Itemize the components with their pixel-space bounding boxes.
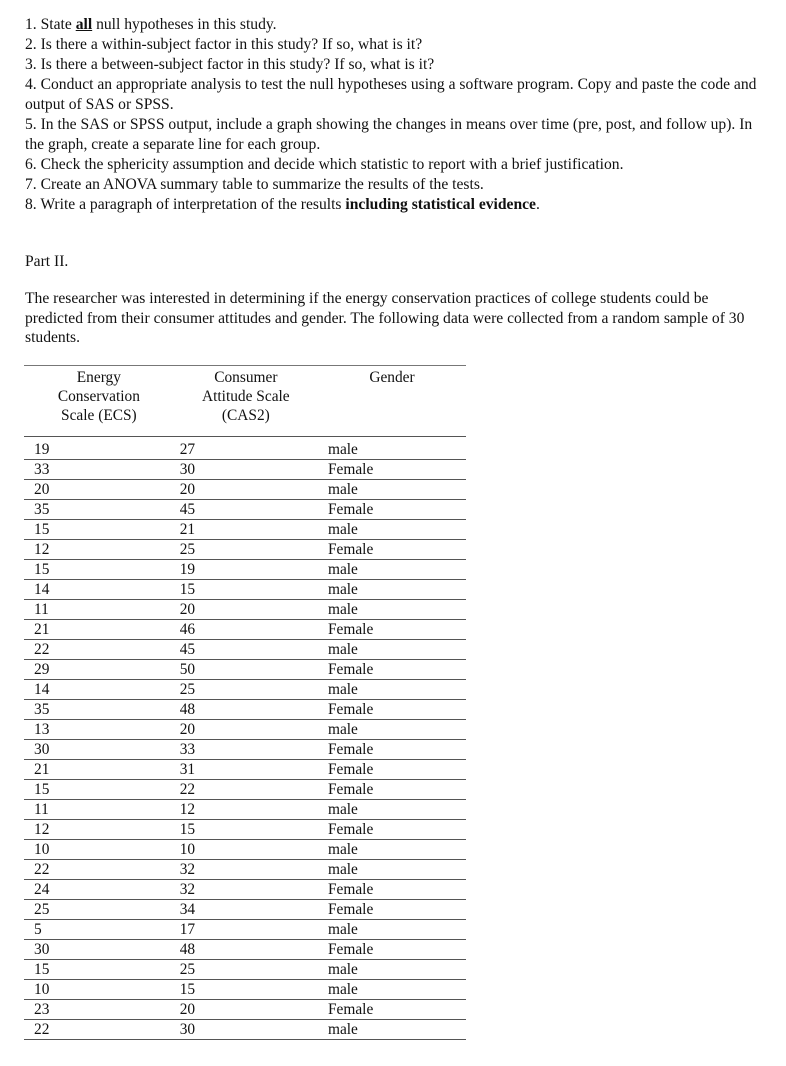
question-1 [25,15,775,35]
table-row [24,560,466,580]
table-row [24,660,466,680]
question-7 [25,175,775,195]
cell-cas2: 27 [174,437,318,460]
cell-gender: Female [318,740,466,760]
table-row [24,680,466,700]
table-row [24,780,466,800]
question-8 [25,195,775,215]
table-row [24,880,466,900]
table-row [24,480,466,500]
cell-gender: male [318,580,466,600]
header-line: Scale (ECS) [61,407,137,424]
table-row [24,1000,466,1020]
cell-gender: Female [318,460,466,480]
question-text: Create an ANOVA summary table to summarize the results of the tests. [40,176,484,193]
cell-cas2: 48 [174,700,318,720]
cell-ecs: 13 [24,720,174,740]
cell-ecs: 15 [24,780,174,800]
cell-ecs: 14 [24,680,174,700]
cell-ecs: 22 [24,640,174,660]
cell-cas2: 10 [174,840,318,860]
question-6 [25,155,775,175]
question-text: Conduct an appropriate analysis to test the null hypotheses using a software program. Copy and paste the code and output of SAS or SPSS. [25,76,757,113]
data-table [24,365,466,1040]
header-line: Conservation [57,388,140,405]
question-list [25,15,775,215]
cell-cas2: 45 [174,500,318,520]
cell-ecs: 12 [24,540,174,560]
table-row [24,540,466,560]
cell-gender: Female [318,700,466,720]
cell-cas2: 20 [174,1000,318,1020]
cell-ecs: 22 [24,1020,174,1040]
cell-cas2: 31 [174,760,318,780]
cell-gender: male [318,640,466,660]
question-number: 8. [25,196,37,213]
cell-gender: male [318,560,466,580]
cell-cas2: 30 [174,460,318,480]
cell-gender: male [318,920,466,940]
cell-gender: male [318,1020,466,1040]
cell-ecs: 15 [24,560,174,580]
cell-ecs: 29 [24,660,174,680]
cell-cas2: 33 [174,740,318,760]
question-number: 7. [25,176,37,193]
table-row [24,820,466,840]
table-header-row [24,366,466,437]
cell-ecs: 24 [24,880,174,900]
question-text: In the SAS or SPSS output, include a graph showing the changes in means over time (pre, post, and follow up). In the graph, create a separate line for each group. [25,116,753,153]
question-number: 1. [25,16,37,33]
table-body [24,437,466,1040]
table-row [24,740,466,760]
cell-gender: Female [318,820,466,840]
cell-ecs: 5 [24,920,174,940]
header-line: Consumer [214,369,278,386]
cell-gender: male [318,840,466,860]
question-text: Is there a within-subject factor in this study? If so, what is it? [40,36,423,53]
cell-ecs: 30 [24,940,174,960]
cell-ecs: 33 [24,460,174,480]
cell-ecs: 22 [24,860,174,880]
cell-ecs: 15 [24,520,174,540]
table-row [24,760,466,780]
cell-cas2: 21 [174,520,318,540]
cell-cas2: 22 [174,780,318,800]
header-line: Gender [369,369,415,386]
cell-cas2: 17 [174,920,318,940]
cell-gender: Female [318,940,466,960]
question-number: 6. [25,156,37,173]
cell-cas2: 15 [174,580,318,600]
question-text: State [40,16,76,33]
cell-cas2: 19 [174,560,318,580]
question-number: 5. [25,116,37,133]
cell-ecs: 10 [24,980,174,1000]
table-row [24,940,466,960]
cell-gender: Female [318,500,466,520]
cell-ecs: 21 [24,760,174,780]
cell-cas2: 34 [174,900,318,920]
cell-cas2: 50 [174,660,318,680]
cell-ecs: 21 [24,620,174,640]
table-row [24,460,466,480]
cell-ecs: 19 [24,437,174,460]
cell-gender: male [318,600,466,620]
cell-gender: Female [318,620,466,640]
question-text: . [535,196,540,213]
cell-ecs: 11 [24,800,174,820]
cell-cas2: 30 [174,1020,318,1040]
question-text: null hypotheses in this study. [92,16,277,33]
cell-cas2: 15 [174,980,318,1000]
cell-gender: male [318,680,466,700]
cell-gender: male [318,720,466,740]
part-heading: Part II. [25,253,69,270]
cell-gender: Female [318,660,466,680]
intro-paragraph: The researcher was interested in determining if the energy conservation practices of college students could be predicted from their consumer attitudes and gender. The following data were collected from a random sample of 30 students. [25,290,745,346]
cell-ecs: 20 [24,480,174,500]
question-number: 2. [25,36,37,53]
cell-gender: Female [318,760,466,780]
table-row [24,640,466,660]
cell-gender: male [318,520,466,540]
cell-ecs: 15 [24,960,174,980]
cell-ecs: 12 [24,820,174,840]
question-number: 3. [25,56,37,73]
header-gender [318,366,466,437]
cell-cas2: 25 [174,680,318,700]
table-row [24,600,466,620]
cell-cas2: 45 [174,640,318,660]
question-5 [25,115,775,155]
cell-gender: Female [318,900,466,920]
question-text: Check the sphericity assumption and decide which statistic to report with a brief justification. [40,156,624,173]
table-row [24,840,466,860]
cell-ecs: 35 [24,700,174,720]
cell-cas2: 48 [174,940,318,960]
header-ecs [24,366,174,437]
emphasis-all: all [75,16,93,33]
cell-gender: male [318,480,466,500]
table-row [24,960,466,980]
table-row [24,620,466,640]
header-cas2 [174,366,318,437]
table-row [24,500,466,520]
table-row [24,520,466,540]
cell-ecs: 25 [24,900,174,920]
cell-cas2: 32 [174,880,318,900]
cell-gender: Female [318,1000,466,1020]
cell-cas2: 46 [174,620,318,640]
cell-cas2: 20 [174,600,318,620]
question-text: Write a paragraph of interpretation of the results [40,196,346,213]
table-row [24,580,466,600]
cell-gender: male [318,800,466,820]
question-text: Is there a between-subject factor in this study? If so, what is it? [40,56,435,73]
table-row [24,437,466,460]
question-4 [25,75,775,115]
table-row [24,800,466,820]
cell-cas2: 25 [174,960,318,980]
question-2 [25,35,775,55]
question-number: 4. [25,76,37,93]
cell-ecs: 30 [24,740,174,760]
table-row [24,860,466,880]
table-row [24,700,466,720]
cell-cas2: 12 [174,800,318,820]
table-row [24,1020,466,1040]
cell-ecs: 14 [24,580,174,600]
table-row [24,920,466,940]
cell-gender: Female [318,880,466,900]
cell-cas2: 20 [174,720,318,740]
cell-ecs: 35 [24,500,174,520]
emphasis-statistical-evidence: including statistical evidence [345,196,536,213]
table-row [24,720,466,740]
cell-gender: male [318,960,466,980]
cell-gender: Female [318,780,466,800]
cell-ecs: 23 [24,1000,174,1020]
cell-gender: male [318,860,466,880]
cell-cas2: 32 [174,860,318,880]
cell-gender: Female [318,540,466,560]
cell-gender: male [318,980,466,1000]
table-row [24,980,466,1000]
cell-cas2: 15 [174,820,318,840]
cell-gender: male [318,437,466,460]
question-3 [25,55,775,75]
cell-cas2: 25 [174,540,318,560]
table-row [24,900,466,920]
header-line: Attitude Scale [202,388,290,405]
cell-cas2: 20 [174,480,318,500]
cell-ecs: 10 [24,840,174,860]
cell-ecs: 11 [24,600,174,620]
header-line: Energy [76,369,121,386]
header-line: (CAS2) [221,407,270,424]
